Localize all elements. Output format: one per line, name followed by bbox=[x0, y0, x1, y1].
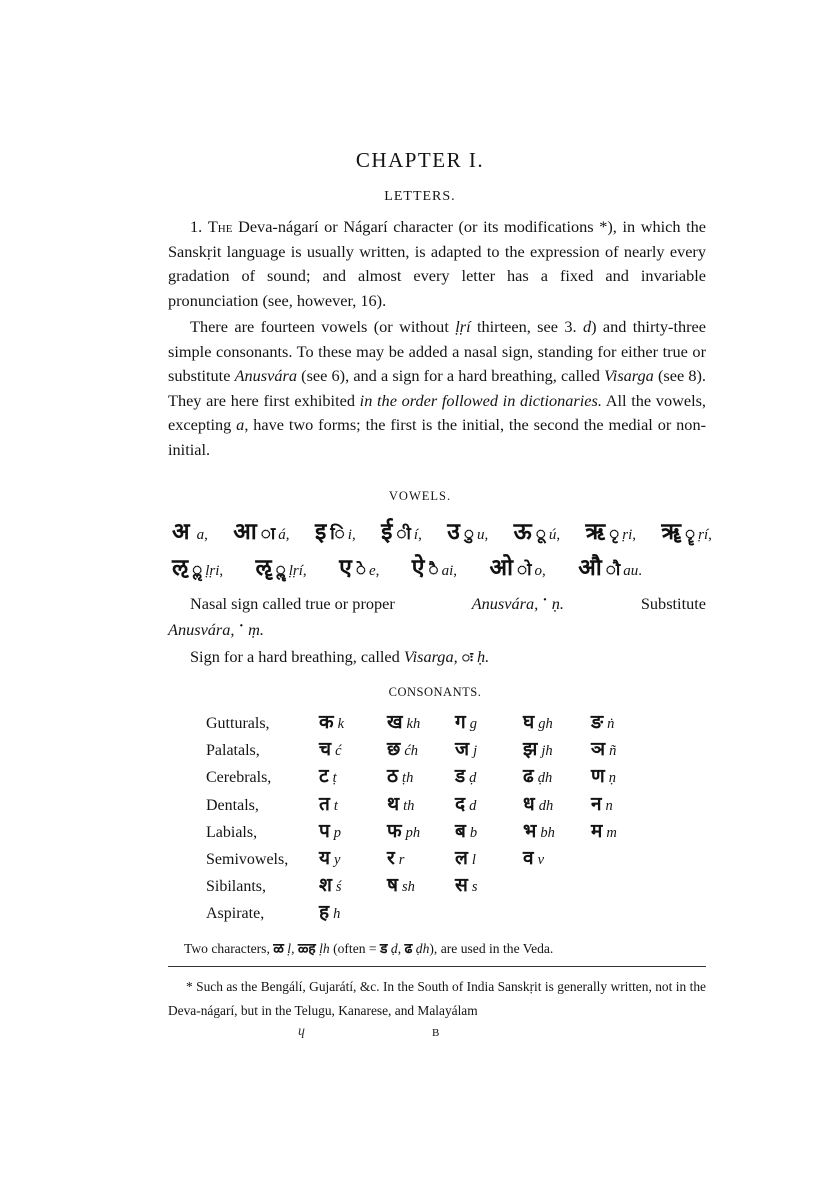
consonants-table bbox=[206, 708, 659, 926]
consonant-row bbox=[206, 735, 659, 762]
consonants-heading: CONSONANTS. bbox=[388, 685, 482, 699]
consonant-letter: ङ ṅ bbox=[591, 711, 615, 733]
consonant-letter: ट ṭ bbox=[319, 765, 337, 788]
paragraph-1-text: Deva-nágarí or Nágarí character (or its modifications *), in which the Sanskṛit language is usually written, is adapted to the expression of nearly every gradation of sound; and almost every letter has a fixed and invariable pronunciation (see, however, 16). bbox=[168, 217, 707, 310]
consonant-row bbox=[206, 898, 659, 925]
signature-mark: B bbox=[432, 1027, 440, 1039]
vowels-heading: VOWELS. bbox=[388, 489, 452, 503]
vowel-item: आ ा á , bbox=[233, 519, 290, 545]
consonant-row bbox=[206, 708, 659, 735]
vowel-item: ऐ ै ai , bbox=[411, 555, 458, 581]
consonant-letter: ष sh bbox=[387, 874, 415, 897]
consonant-class-label: Aspirate, bbox=[206, 905, 265, 923]
footnote-rule bbox=[168, 966, 706, 967]
vowel-item: ऌ ॢ ḷṛi , bbox=[172, 555, 224, 581]
consonant-class-label: Dentals, bbox=[206, 796, 259, 814]
vowel-item: औ ौ au . bbox=[578, 555, 642, 581]
vowel-item: ॡ ॣ ḷṛí , bbox=[255, 555, 307, 581]
consonant-letter: झ jh bbox=[523, 738, 553, 761]
consonant-letter: ध dh bbox=[523, 792, 554, 815]
consonant-letter: फ ph bbox=[387, 819, 421, 842]
consonant-row bbox=[206, 790, 659, 817]
consonant-class-label: Sibilants, bbox=[206, 878, 267, 896]
consonant-letter: स s bbox=[455, 874, 478, 897]
vowels-row-2 bbox=[172, 550, 642, 582]
vowel-item: ऊ ू ú , bbox=[513, 519, 561, 545]
consonant-letter: द d bbox=[455, 792, 477, 815]
consonant-row bbox=[206, 844, 659, 871]
consonant-class-label: Labials, bbox=[206, 823, 258, 841]
vowel-item: ओ ो o , bbox=[489, 555, 546, 581]
consonant-letter: व v bbox=[523, 846, 545, 869]
consonant-letter: ह h bbox=[319, 901, 341, 924]
consonant-class-label: Semivowels, bbox=[206, 850, 289, 868]
consonant-letter: ड ḍ bbox=[455, 765, 477, 788]
consonant-letter: प p bbox=[319, 819, 342, 842]
consonant-letter: ढ ḍh bbox=[523, 765, 553, 788]
footnote: * Such as the Bengálí, Gujarátí, &c. In the South of India Sanskṛit is generally written, not in the Deva-nágarí, but in the Telugu, Kanarese, and Malayálam bbox=[168, 979, 706, 1018]
vowel-item: ॠ ॄ ṛí , bbox=[661, 519, 712, 545]
consonant-letter: भ bh bbox=[523, 819, 555, 842]
consonant-letter: ख kh bbox=[387, 711, 421, 733]
consonant-class-label: Gutturals, bbox=[206, 715, 270, 732]
section-title: LETTERS. bbox=[384, 189, 456, 204]
consonant-letter: च ć bbox=[319, 738, 342, 761]
paragraph-1 bbox=[168, 215, 706, 313]
vowel-item: ई ी í , bbox=[381, 519, 422, 545]
consonant-letter: थ th bbox=[387, 792, 415, 815]
chapter-title: CHAPTER I. bbox=[355, 148, 485, 172]
consonant-letter: ठ ṭh bbox=[387, 765, 414, 788]
consonant-letter: क k bbox=[319, 711, 345, 733]
consonant-letter: ल l bbox=[455, 846, 476, 869]
consonant-letter: र r bbox=[387, 846, 405, 869]
vowels-row-1 bbox=[172, 514, 712, 546]
veda-note: Two characters, ळ ḷ, ळ्ह ḷh (often = ड ḍ, ढ ḍh), are used in the Veda. bbox=[184, 941, 554, 957]
consonant-class-label: Palatals, bbox=[206, 742, 260, 760]
nasal-sign-line: Nasal sign called true or proper Anusvára, ˙ ṇ. Substitute bbox=[190, 594, 706, 613]
consonant-row bbox=[206, 871, 659, 898]
consonant-letter: ब b bbox=[455, 819, 478, 842]
margin-mark: ɥ bbox=[298, 1024, 305, 1039]
paragraph-lead-word: The bbox=[207, 217, 233, 236]
consonant-letter: ग g bbox=[455, 711, 477, 733]
vowel-item: ए े e , bbox=[339, 555, 380, 581]
consonant-row bbox=[206, 762, 659, 789]
consonant-letter: श ś bbox=[319, 874, 342, 897]
consonant-letter: घ gh bbox=[523, 711, 553, 733]
consonant-letter: म m bbox=[591, 819, 617, 842]
paragraph-2: There are fourteen vowels (or without ḷṛí thirteen, see 3. d) and thirty-three simple consonants. To these may be added a nasal sign, standing for either true or substitute Anusvára (see 6), and a sign for a hard breathing, called Visarga (see 8). They are here first exhibited in the order followed in dictionaries. All the vowels, excepting a, have two forms; the first is the initial, the second the medial or non-initial. bbox=[168, 317, 707, 459]
vowel-item: इ ि i , bbox=[314, 519, 356, 545]
consonant-class-label: Cerebrals, bbox=[206, 769, 272, 787]
consonant-letter: त t bbox=[319, 792, 338, 815]
consonant-letter: ण ṇ bbox=[591, 765, 616, 788]
consonant-letter: छ ćh bbox=[387, 738, 419, 761]
substitute-anusvara-line: Anusvára, ˙ ṃ. bbox=[168, 620, 264, 639]
vowel-item: उ ु u , bbox=[447, 519, 489, 545]
visarga-line: Sign for a hard breathing, called Visarga, ः ḥ. bbox=[190, 647, 490, 666]
paragraph-number: 1. bbox=[190, 217, 203, 236]
consonant-letter: ञ ñ bbox=[591, 738, 617, 761]
consonant-letter: न n bbox=[591, 792, 613, 815]
consonant-row bbox=[206, 817, 659, 844]
vowel-item: अ a , bbox=[172, 519, 208, 545]
consonant-letter: य y bbox=[319, 846, 341, 869]
vowel-item: ऋ ृ ṛi , bbox=[585, 519, 636, 545]
consonant-letter: ज j bbox=[455, 738, 478, 761]
